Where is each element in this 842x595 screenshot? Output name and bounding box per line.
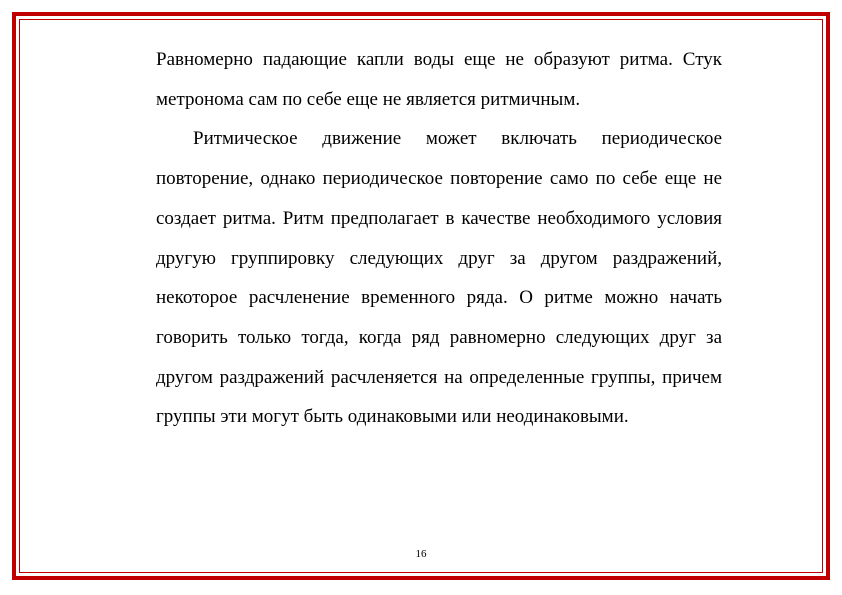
- paragraph-1: Равномерно падающие капли воды еще не образуют ритма. Стук метрономa сам по себе еще не является ритмичным.: [156, 49, 722, 110]
- page-number: 16: [415, 548, 427, 560]
- body-text: [156, 40, 722, 437]
- paragraph-2: Ритмическое движение может включать периодическое повторение, однако периодическое повторение само по себе еще не создает ритма. Ритм предполагает в качестве необходимого условия другую группировку следующих друг за другом раздражений, некоторое расчленение временного ряда. О ритме можно начать говорить только тогда, когда ряд равномерно следующих друг за другом раздражений расчленяется на определенные группы, причем группы эти могут быть одинаковыми или неодинаковыми.: [156, 128, 722, 428]
